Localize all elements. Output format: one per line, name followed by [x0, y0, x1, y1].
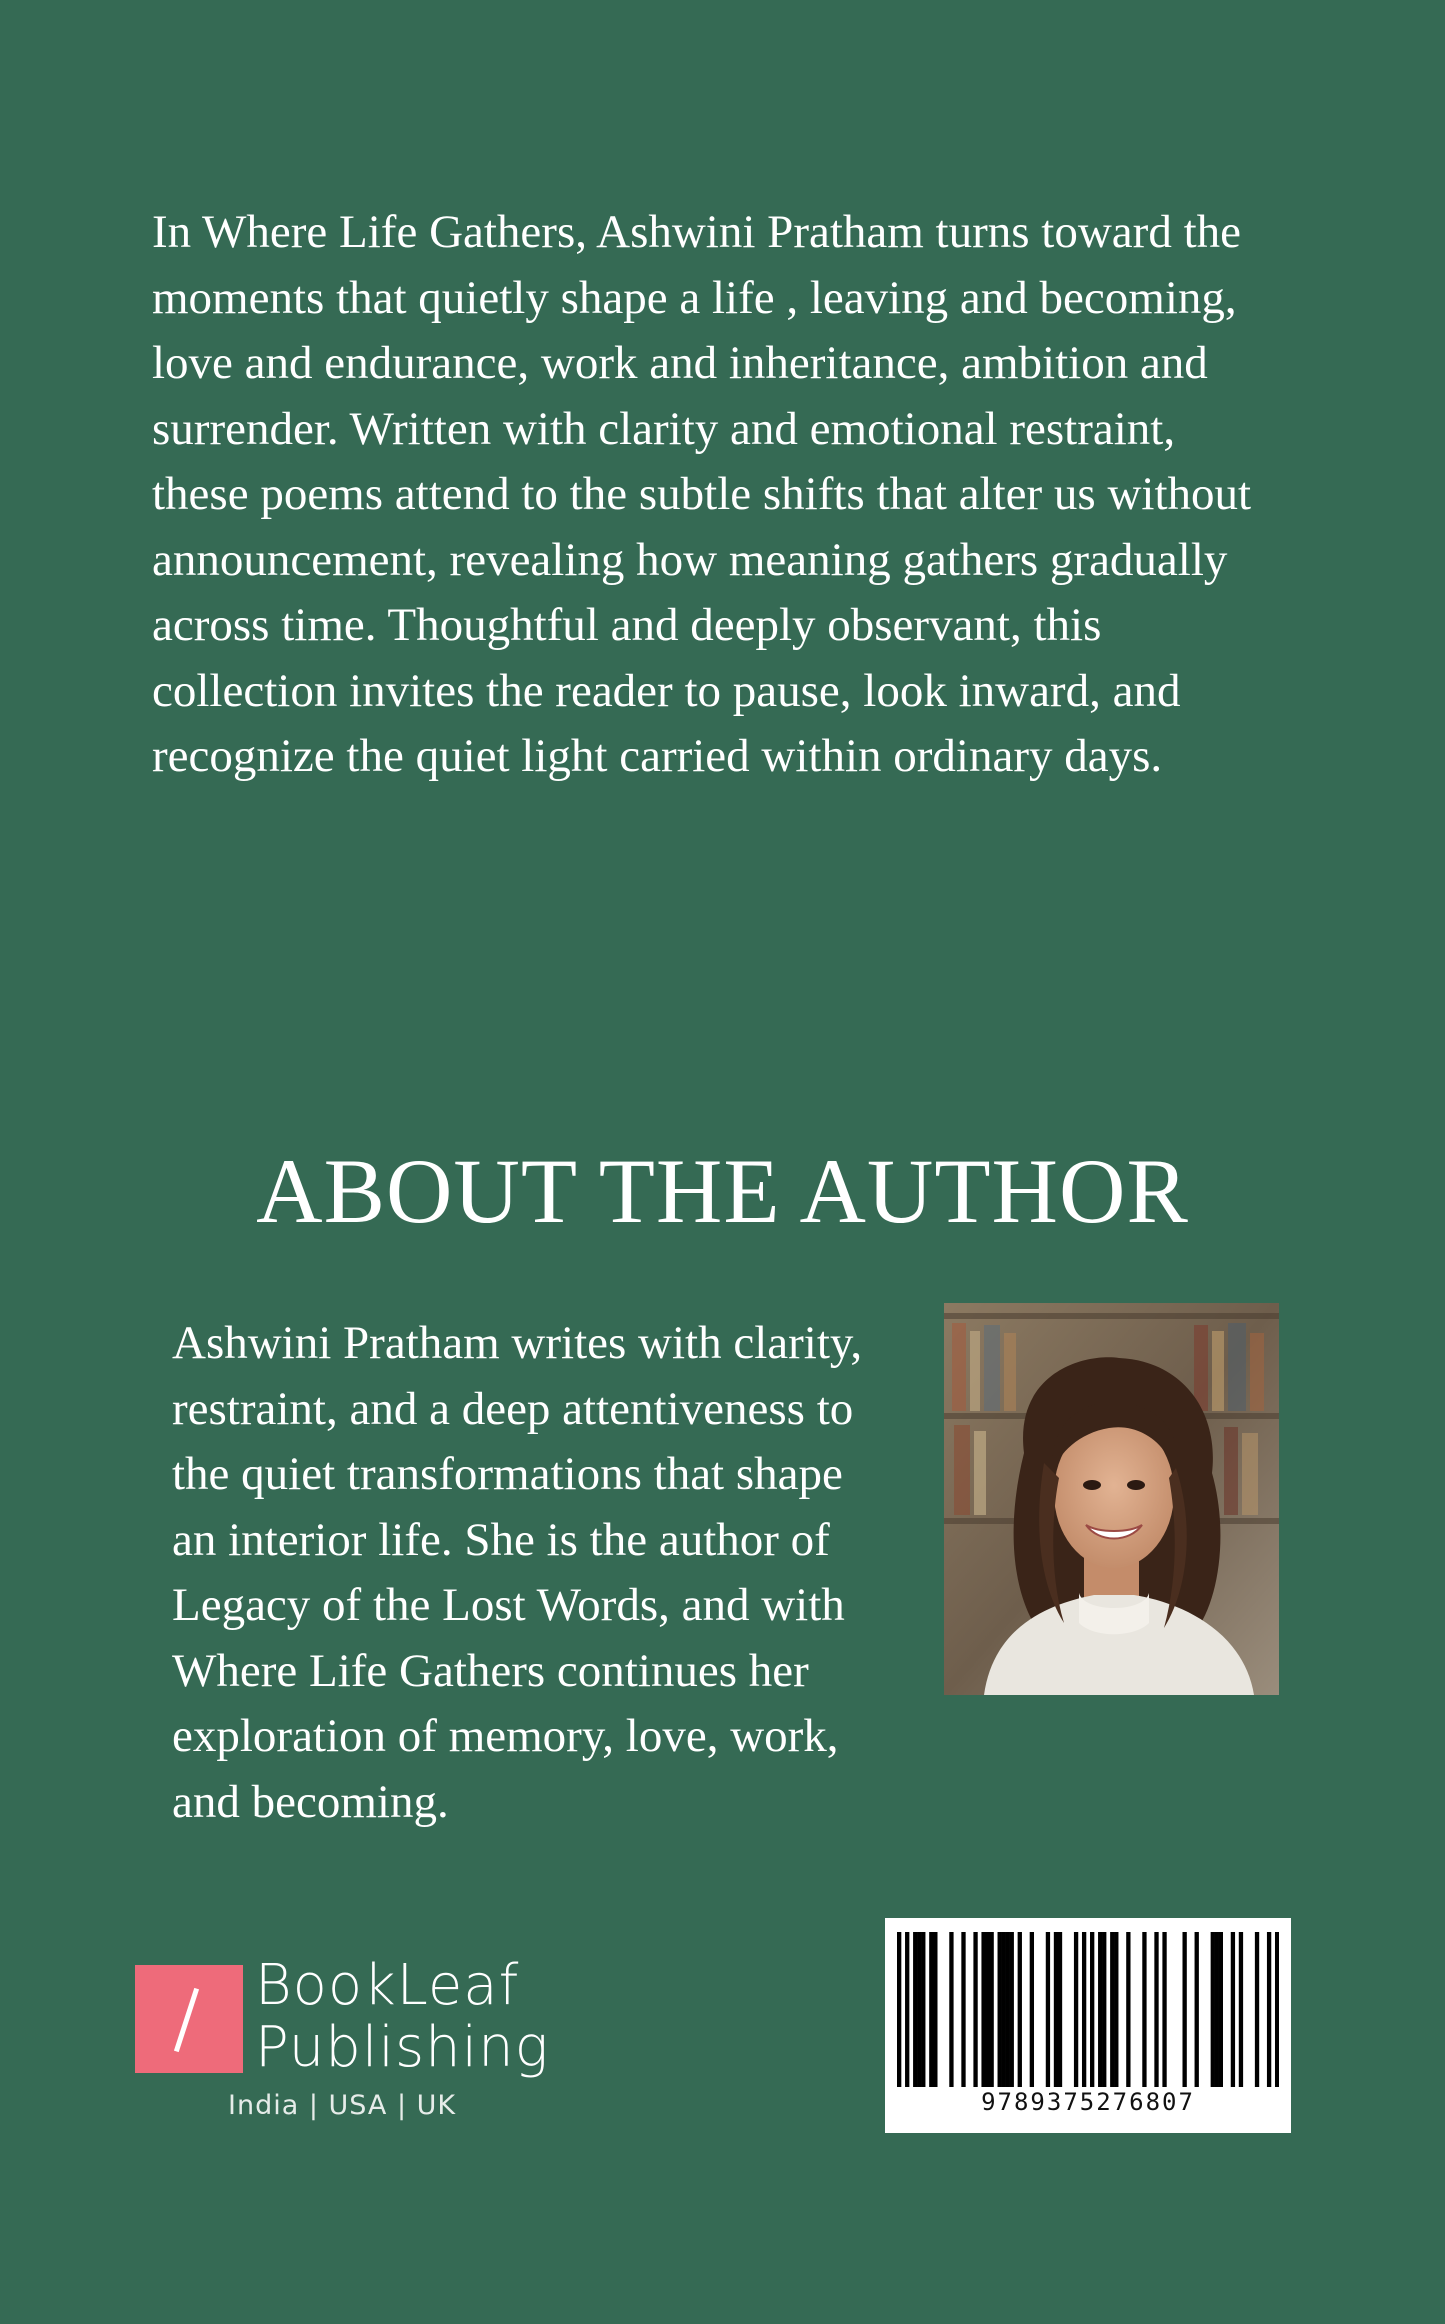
barcode-bar — [1010, 1932, 1014, 2087]
barcode-bar — [989, 1932, 993, 2087]
barcode-bar — [949, 1932, 953, 2087]
barcode-bar — [973, 1932, 977, 2087]
barcode-bar — [1046, 1932, 1050, 2087]
bio-line: and becoming. — [172, 1775, 449, 1828]
blurb-line: In Where Life Gathers, Ashwini Pratham turns toward the — [152, 206, 1241, 258]
blurb-line: these poems attend to the subtle shifts that alter us without — [152, 468, 1252, 520]
barcode-bar — [1275, 1932, 1279, 2087]
barcode-bar — [1002, 1932, 1006, 2087]
barcode-bar — [917, 1932, 921, 2087]
bio-line: Legacy of the Lost Words, and with — [172, 1579, 845, 1631]
bio-line: exploration of memory, love, work, — [172, 1710, 839, 1762]
bio-line: Ashwini Pratham writes with clarity, — [172, 1317, 863, 1369]
blurb-line: recognize the quiet light carried within ordinary days. — [152, 730, 1163, 782]
publisher-logo — [135, 1953, 555, 2133]
barcode-bar — [1267, 1932, 1271, 2087]
barcode-bar — [981, 1932, 985, 2087]
barcode-bars — [897, 1932, 1279, 2087]
barcode-bar — [1098, 1932, 1102, 2087]
barcode-bar — [1239, 1932, 1243, 2087]
barcode-bar — [1154, 1932, 1158, 2087]
about-author-heading: ABOUT THE AUTHOR — [256, 1140, 1189, 1242]
barcode-bar — [1006, 1932, 1010, 2087]
barcode-bar — [897, 1932, 901, 2087]
barcode-bar — [1114, 1932, 1118, 2087]
barcode-bar — [1058, 1932, 1062, 2087]
blurb-line: across time. Thoughtful and deeply observant, this — [152, 599, 1102, 651]
author-bio — [172, 1311, 932, 1835]
barcode-bar — [933, 1932, 937, 2087]
barcode-bar — [1162, 1932, 1166, 2087]
barcode-bar — [921, 1932, 925, 2087]
blurb-line: surrender. Written with clarity and emotional restraint, — [152, 402, 1176, 455]
publisher-name-line-2: Publishing — [255, 2015, 550, 2080]
barcode-bar — [985, 1932, 989, 2087]
barcode-bar — [1182, 1932, 1186, 2087]
barcode-bar — [1219, 1932, 1223, 2087]
barcode-bar — [1110, 1932, 1114, 2087]
barcode-bar — [929, 1932, 933, 2087]
blurb-line: collection invites the reader to pause, look inward, and — [152, 664, 1181, 717]
barcode-bar — [1054, 1932, 1058, 2087]
barcode-bar — [961, 1932, 965, 2087]
isbn-barcode — [885, 1918, 1291, 2133]
barcode-bar — [1030, 1932, 1034, 2087]
author-photo — [944, 1303, 1279, 1695]
barcode-bar — [1215, 1932, 1219, 2087]
slash-logo-icon — [135, 1965, 243, 2073]
barcode-bar — [998, 1932, 1002, 2087]
barcode-bar — [913, 1932, 917, 2087]
barcode-bar — [1231, 1932, 1235, 2087]
barcode-bar — [1082, 1932, 1086, 2087]
barcode-bar — [1090, 1932, 1094, 2087]
isbn-number: 9789375276807 — [981, 2088, 1195, 2116]
publisher-regions: India | USA | UK — [228, 2090, 457, 2121]
blurb-line: moments that quietly shape a life , leaving and becoming, — [152, 271, 1237, 324]
blurb-line: love and endurance, work and inheritance, ambition and — [152, 337, 1208, 389]
barcode-bar — [905, 1932, 909, 2087]
barcode-bar — [1018, 1932, 1022, 2087]
barcode-bar — [1255, 1932, 1259, 2087]
publisher-name — [255, 1955, 549, 2079]
barcode-bar — [1126, 1932, 1130, 2087]
bio-line: an interior life. She is the author of — [172, 1513, 830, 1566]
bio-line: Where Life Gathers continues her — [172, 1644, 809, 1697]
author-portrait — [944, 1303, 1279, 1695]
publisher-name-line-1: BookLeaf — [255, 1953, 520, 2018]
bio-line: the quiet transformations that shape — [172, 1448, 843, 1500]
blurb-line: announcement, revealing how meaning gathers gradually — [152, 533, 1228, 586]
barcode-bar — [1195, 1932, 1199, 2087]
barcode-bar — [1142, 1932, 1146, 2087]
barcode-bar — [1074, 1932, 1078, 2087]
book-blurb — [152, 200, 1342, 790]
barcode-bar — [1102, 1932, 1106, 2087]
barcode-bar — [1211, 1932, 1215, 2087]
bio-line: restraint, and a deep attentiveness to — [172, 1382, 854, 1435]
